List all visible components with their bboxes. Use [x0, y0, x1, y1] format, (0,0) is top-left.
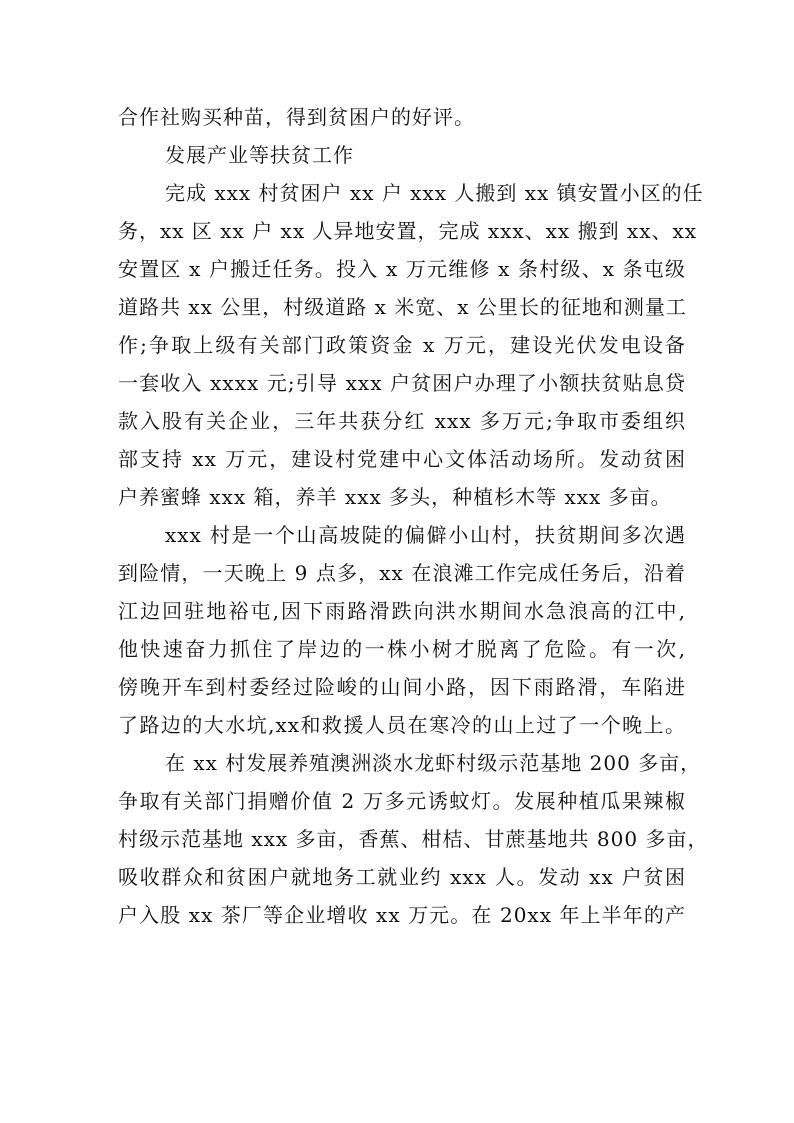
text-line: 合作社购买种苗，得到贫困户的好评。	[118, 105, 475, 129]
section-heading: 发展产业等扶贫工作	[165, 143, 354, 167]
text-line: 作;争取上级有关部门政策资金 x 万元，建设光伏发电设备	[118, 333, 686, 357]
text-line: 村级示范基地 xxx 多亩，香蕉、柑桔、甘蔗基地共 800 多亩，	[118, 827, 709, 851]
text-line: xxx 村是一个山高坡陡的偏僻小山村，扶贫期间多次遇	[165, 523, 686, 547]
text-line: 江边回驻地裕屯,因下雨路滑跌向洪水期间水急浪高的江中,	[118, 599, 686, 623]
text-line: 他快速奋力抓住了岸边的一株小树才脱离了危险。有一次,	[118, 637, 686, 661]
text-line: 道路共 xx 公里，村级道路 x 米宽、x 公里长的征地和测量工	[118, 295, 687, 319]
text-line: 了路边的大水坑,xx和救援人员在寒冷的山上过了一个晚上。	[118, 713, 686, 737]
text-line: 完成 xxx 村贫困户 xx 户 xxx 人搬到 xx 镇安置小区的任	[165, 181, 704, 205]
text-line: 一套收入 xxxx 元;引导 xxx 户贫困户办理了小额扶贫贴息贷	[118, 371, 686, 395]
text-line: 户入股 xx 茶厂等企业增收 xx 万元。在 20xx 年上半年的产	[118, 903, 686, 927]
document-page	[118, 98, 709, 934]
text-line: 部支持 xx 万元，建设村党建中心文体活动场所。发动贫困	[118, 447, 686, 471]
text-line: 安置区 x 户搬迁任务。投入 x 万元维修 x 条村级、x 条屯级	[118, 257, 686, 281]
text-line: 争取有关部门捐赠价值 2 万多元诱蚊灯。发展种植瓜果辣椒	[118, 789, 686, 813]
text-line: 款入股有关企业，三年共获分红 xxx 多万元;争取市委组织	[118, 409, 686, 433]
text-line: 吸收群众和贫困户就地务工就业约 xxx 人。发动 xx 户贫困	[118, 865, 686, 889]
text-line: 务，xx 区 xx 户 xx 人异地安置，完成 xxx、xx 搬到 xx、xx	[118, 219, 698, 243]
text-line: 到险情，一天晚上 9 点多，xx 在浪滩工作完成任务后，沿着	[118, 561, 686, 585]
text-line: 户养蜜蜂 xxx 箱，养羊 xxx 多头，种植杉木等 xxx 多亩。	[118, 485, 672, 509]
text-line: 在 xx 村发展养殖澳洲淡水龙虾村级示范基地 200 多亩，	[165, 751, 702, 775]
text-line: 傍晚开车到村委经过险峻的山间小路，因下雨路滑，车陷进	[118, 675, 686, 699]
